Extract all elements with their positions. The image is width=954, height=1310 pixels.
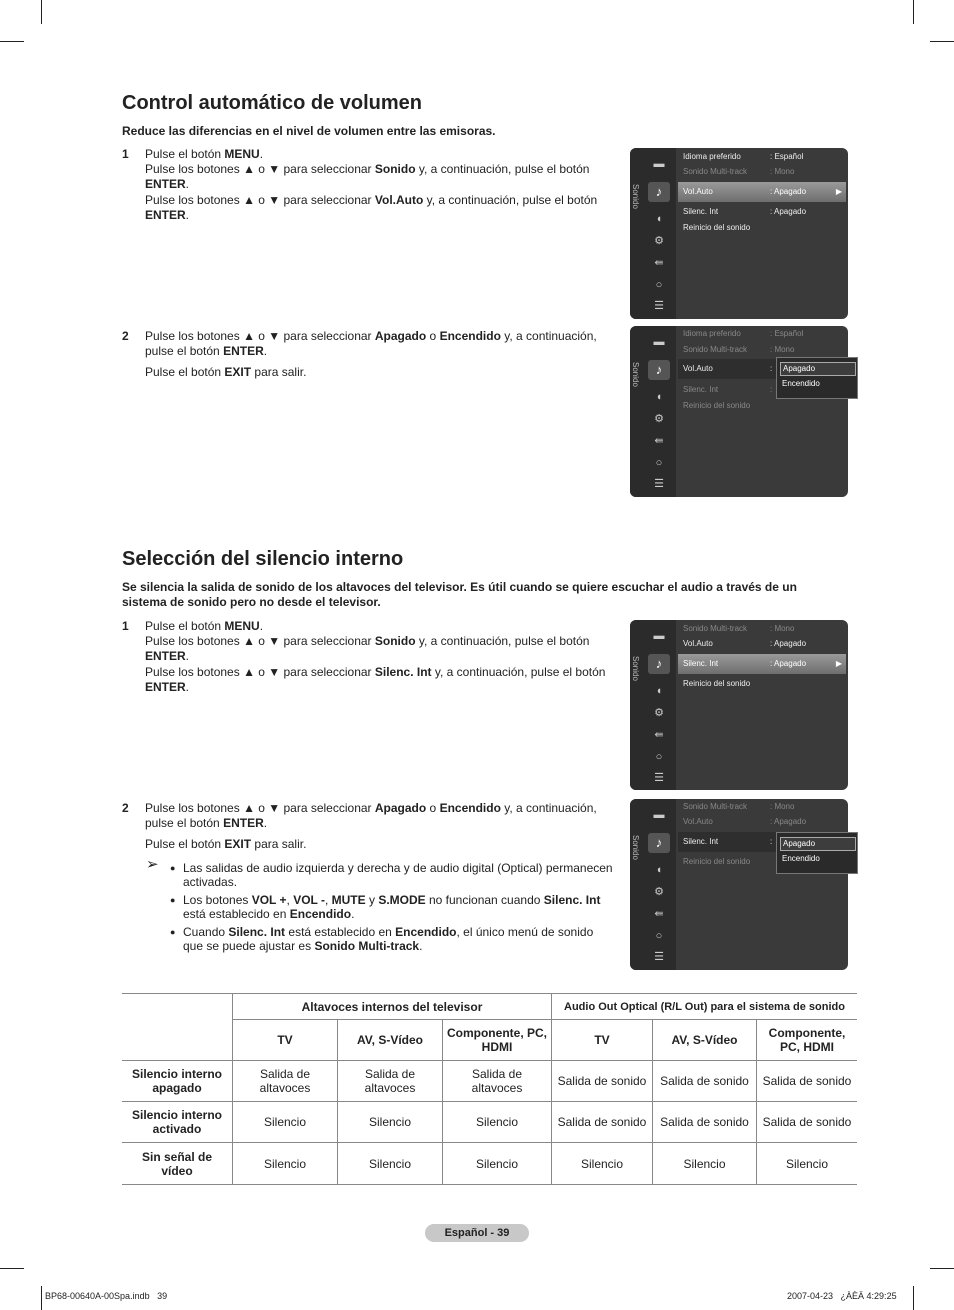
table-cell: Salida de sonido xyxy=(757,1102,858,1143)
crop-mark xyxy=(41,0,42,24)
option-item-selected: Apagado xyxy=(780,837,856,851)
osd-row-selected: Vol.Auto : Apagado ▶ xyxy=(678,182,846,202)
picture-icon: ▬ xyxy=(653,809,665,821)
osd-row: Reinicio del sonido xyxy=(683,223,751,232)
osd-row: Sonido Multi-track : Mono xyxy=(683,624,795,633)
table-cell: Silencio xyxy=(233,1102,338,1143)
support-icon: ○ xyxy=(655,457,663,469)
osd-row: Reinicio del sonido xyxy=(683,857,751,866)
table-col-header: Componente, PC, HDMI xyxy=(443,1020,552,1061)
input-icon: ⇚ xyxy=(654,908,664,920)
osd-category-label: Sonido xyxy=(631,656,640,681)
table-cell: Salida de sonido xyxy=(552,1061,653,1102)
table-col-header: AV, S-Vídeo xyxy=(653,1020,757,1061)
osd-screen xyxy=(630,148,848,319)
list-icon: ☰ xyxy=(654,772,664,784)
osd-sidebar xyxy=(630,326,676,497)
osd-row-selected: Vol.Auto : xyxy=(678,359,846,379)
note-item: ● Los botones VOL +, VOL -, MUTE y S.MODE no funcionan cuando Silenc. Int está establecido en Encendido. xyxy=(170,893,616,921)
osd-category-label: Sonido xyxy=(631,362,640,387)
osd-row: Vol.Auto : Apagado xyxy=(683,639,807,648)
table-row-header: Silencio interno apagado xyxy=(122,1061,233,1102)
osd-row: Sonido Multi-track : Mono xyxy=(683,345,795,354)
table-cell: Silencio xyxy=(338,1102,443,1143)
osd-sidebar xyxy=(630,799,676,970)
note-item: ● Cuando Silenc. Int está establecido en Encendido, el único menú de sonido que se puede ajustar es Sonido Multi-track. xyxy=(170,925,616,953)
table-row xyxy=(122,1061,857,1102)
crop-mark xyxy=(930,41,954,42)
picture-icon: ▬ xyxy=(653,158,665,170)
table-cell: Silencio xyxy=(653,1143,757,1185)
table-cell: Silencio xyxy=(233,1143,338,1185)
sound-icon: ♪ xyxy=(648,360,670,380)
channel-icon: ◖ xyxy=(655,213,663,225)
channel-icon: ◖ xyxy=(655,685,663,697)
osd-row: Vol.Auto : Apagado xyxy=(683,817,807,826)
osd-category-label: Sonido xyxy=(631,184,640,209)
sound-icon: ♪ xyxy=(648,654,670,674)
channel-icon: ◖ xyxy=(655,391,663,403)
page-number-badge: Español - 39 xyxy=(425,1224,529,1242)
table-col-header: AV, S-Vídeo xyxy=(338,1020,443,1061)
osd-row: Sonido Multi-track : Mono xyxy=(683,167,795,176)
table-corner xyxy=(122,994,233,1061)
section-title: Control automático de volumen xyxy=(122,92,423,114)
footer-timestamp: 2007-04-23 ¿ÀÈÄ 4:29:25 xyxy=(787,1291,897,1301)
table-cell: Salida de sonido xyxy=(653,1102,757,1143)
table-cell: Silencio xyxy=(338,1143,443,1185)
input-icon: ⇚ xyxy=(654,257,664,269)
osd-category-label: Sonido xyxy=(631,835,640,860)
osd-screen xyxy=(630,620,848,790)
osd-row: Idioma preferido : Español xyxy=(683,329,804,338)
osd-row: Sonido Multi-track : Mono xyxy=(683,802,795,811)
osd-row: Silenc. Int : xyxy=(683,385,773,394)
comparison-table xyxy=(122,993,857,1185)
note-arrow-icon: ➢ xyxy=(146,856,159,873)
option-popup xyxy=(776,832,858,874)
support-icon: ○ xyxy=(655,751,663,763)
table-cell: Silencio xyxy=(443,1143,552,1185)
osd-sidebar xyxy=(630,148,676,319)
table-cell: Salida de altavoces xyxy=(338,1061,443,1102)
table-cell: Salida de altavoces xyxy=(233,1061,338,1102)
table-row xyxy=(122,1102,857,1143)
notes xyxy=(146,856,616,957)
input-icon: ⇚ xyxy=(654,729,664,741)
sound-icon: ♪ xyxy=(648,833,670,853)
crop-mark xyxy=(913,0,914,24)
table-col-header: TV xyxy=(233,1020,338,1061)
setup-icon: ⚙ xyxy=(654,235,664,247)
crop-mark xyxy=(930,1268,954,1269)
setup-icon: ⚙ xyxy=(654,707,664,719)
footer-file: BP68-00640A-00Spa.indb 39 xyxy=(45,1291,168,1301)
table-cell: Silencio xyxy=(443,1102,552,1143)
crop-mark xyxy=(41,1286,42,1310)
list-icon: ☰ xyxy=(654,478,664,490)
input-icon: ⇚ xyxy=(654,435,664,447)
table-cell: Salida de sonido xyxy=(552,1102,653,1143)
option-popup xyxy=(776,357,858,399)
table-row xyxy=(122,1143,857,1185)
step-number: 1 xyxy=(122,147,129,161)
osd-row-selected: Silenc. Int : xyxy=(678,832,846,852)
section-lead: Reduce las diferencias en el nivel de volumen entre las emisoras. xyxy=(122,124,496,138)
osd-row: Idioma preferido : Español xyxy=(683,152,804,161)
table-col-header: TV xyxy=(552,1020,653,1061)
crop-mark xyxy=(0,1268,24,1269)
table-cell: Salida de altavoces xyxy=(443,1061,552,1102)
osd-screen xyxy=(630,326,848,497)
table-cell: Silencio xyxy=(757,1143,858,1185)
osd-screen xyxy=(630,799,848,970)
support-icon: ○ xyxy=(655,279,663,291)
step-number: 2 xyxy=(122,801,129,815)
osd-row-selected: Silenc. Int : Apagado ▶ xyxy=(678,654,846,674)
support-icon: ○ xyxy=(655,930,663,942)
osd-row: Reinicio del sonido xyxy=(683,679,751,688)
table-cell: Silencio xyxy=(552,1143,653,1185)
table-group-header: Audio Out Optical (R/L Out) para el sistema de sonido xyxy=(552,994,858,1020)
picture-icon: ▬ xyxy=(653,336,665,348)
channel-icon: ◖ xyxy=(655,864,663,876)
crop-mark xyxy=(913,1286,914,1310)
arrow-right-icon: ▶ xyxy=(835,187,842,196)
crop-mark xyxy=(0,41,24,42)
option-item: Encendido xyxy=(782,854,820,863)
table-col-header: Componente, PC, HDMI xyxy=(757,1020,858,1061)
table-cell: Salida de sonido xyxy=(757,1061,858,1102)
step-number: 1 xyxy=(122,619,129,633)
arrow-right-icon: ▶ xyxy=(835,659,842,668)
table-row-header: Silencio interno activado xyxy=(122,1102,233,1143)
section-lead: Se silencia la salida de sonido de los altavoces del televisor. Es útil cuando se quiere escuchar el audio a través de un sistema de sonido pero no desde el televisor. xyxy=(122,580,797,609)
sound-icon: ♪ xyxy=(648,182,670,202)
picture-icon: ▬ xyxy=(653,630,665,642)
osd-row: Reinicio del sonido xyxy=(683,401,751,410)
list-icon: ☰ xyxy=(654,951,664,963)
setup-icon: ⚙ xyxy=(654,886,664,898)
note-item: ● Las salidas de audio izquierda y derecha y de audio digital (Optical) permanecen activadas. xyxy=(170,861,616,889)
table-cell: Salida de sonido xyxy=(653,1061,757,1102)
list-icon: ☰ xyxy=(654,300,664,312)
section-title: Selección del silencio interno xyxy=(122,548,404,570)
table-group-header: Altavoces internos del televisor xyxy=(233,994,552,1020)
table-row-header: Sin señal de vídeo xyxy=(122,1143,233,1185)
osd-sidebar xyxy=(630,620,676,790)
option-item-selected: Apagado xyxy=(780,362,856,376)
osd-row: Silenc. Int : Apagado xyxy=(683,207,807,216)
step-number: 2 xyxy=(122,329,129,343)
option-item: Encendido xyxy=(782,379,820,388)
setup-icon: ⚙ xyxy=(654,413,664,425)
